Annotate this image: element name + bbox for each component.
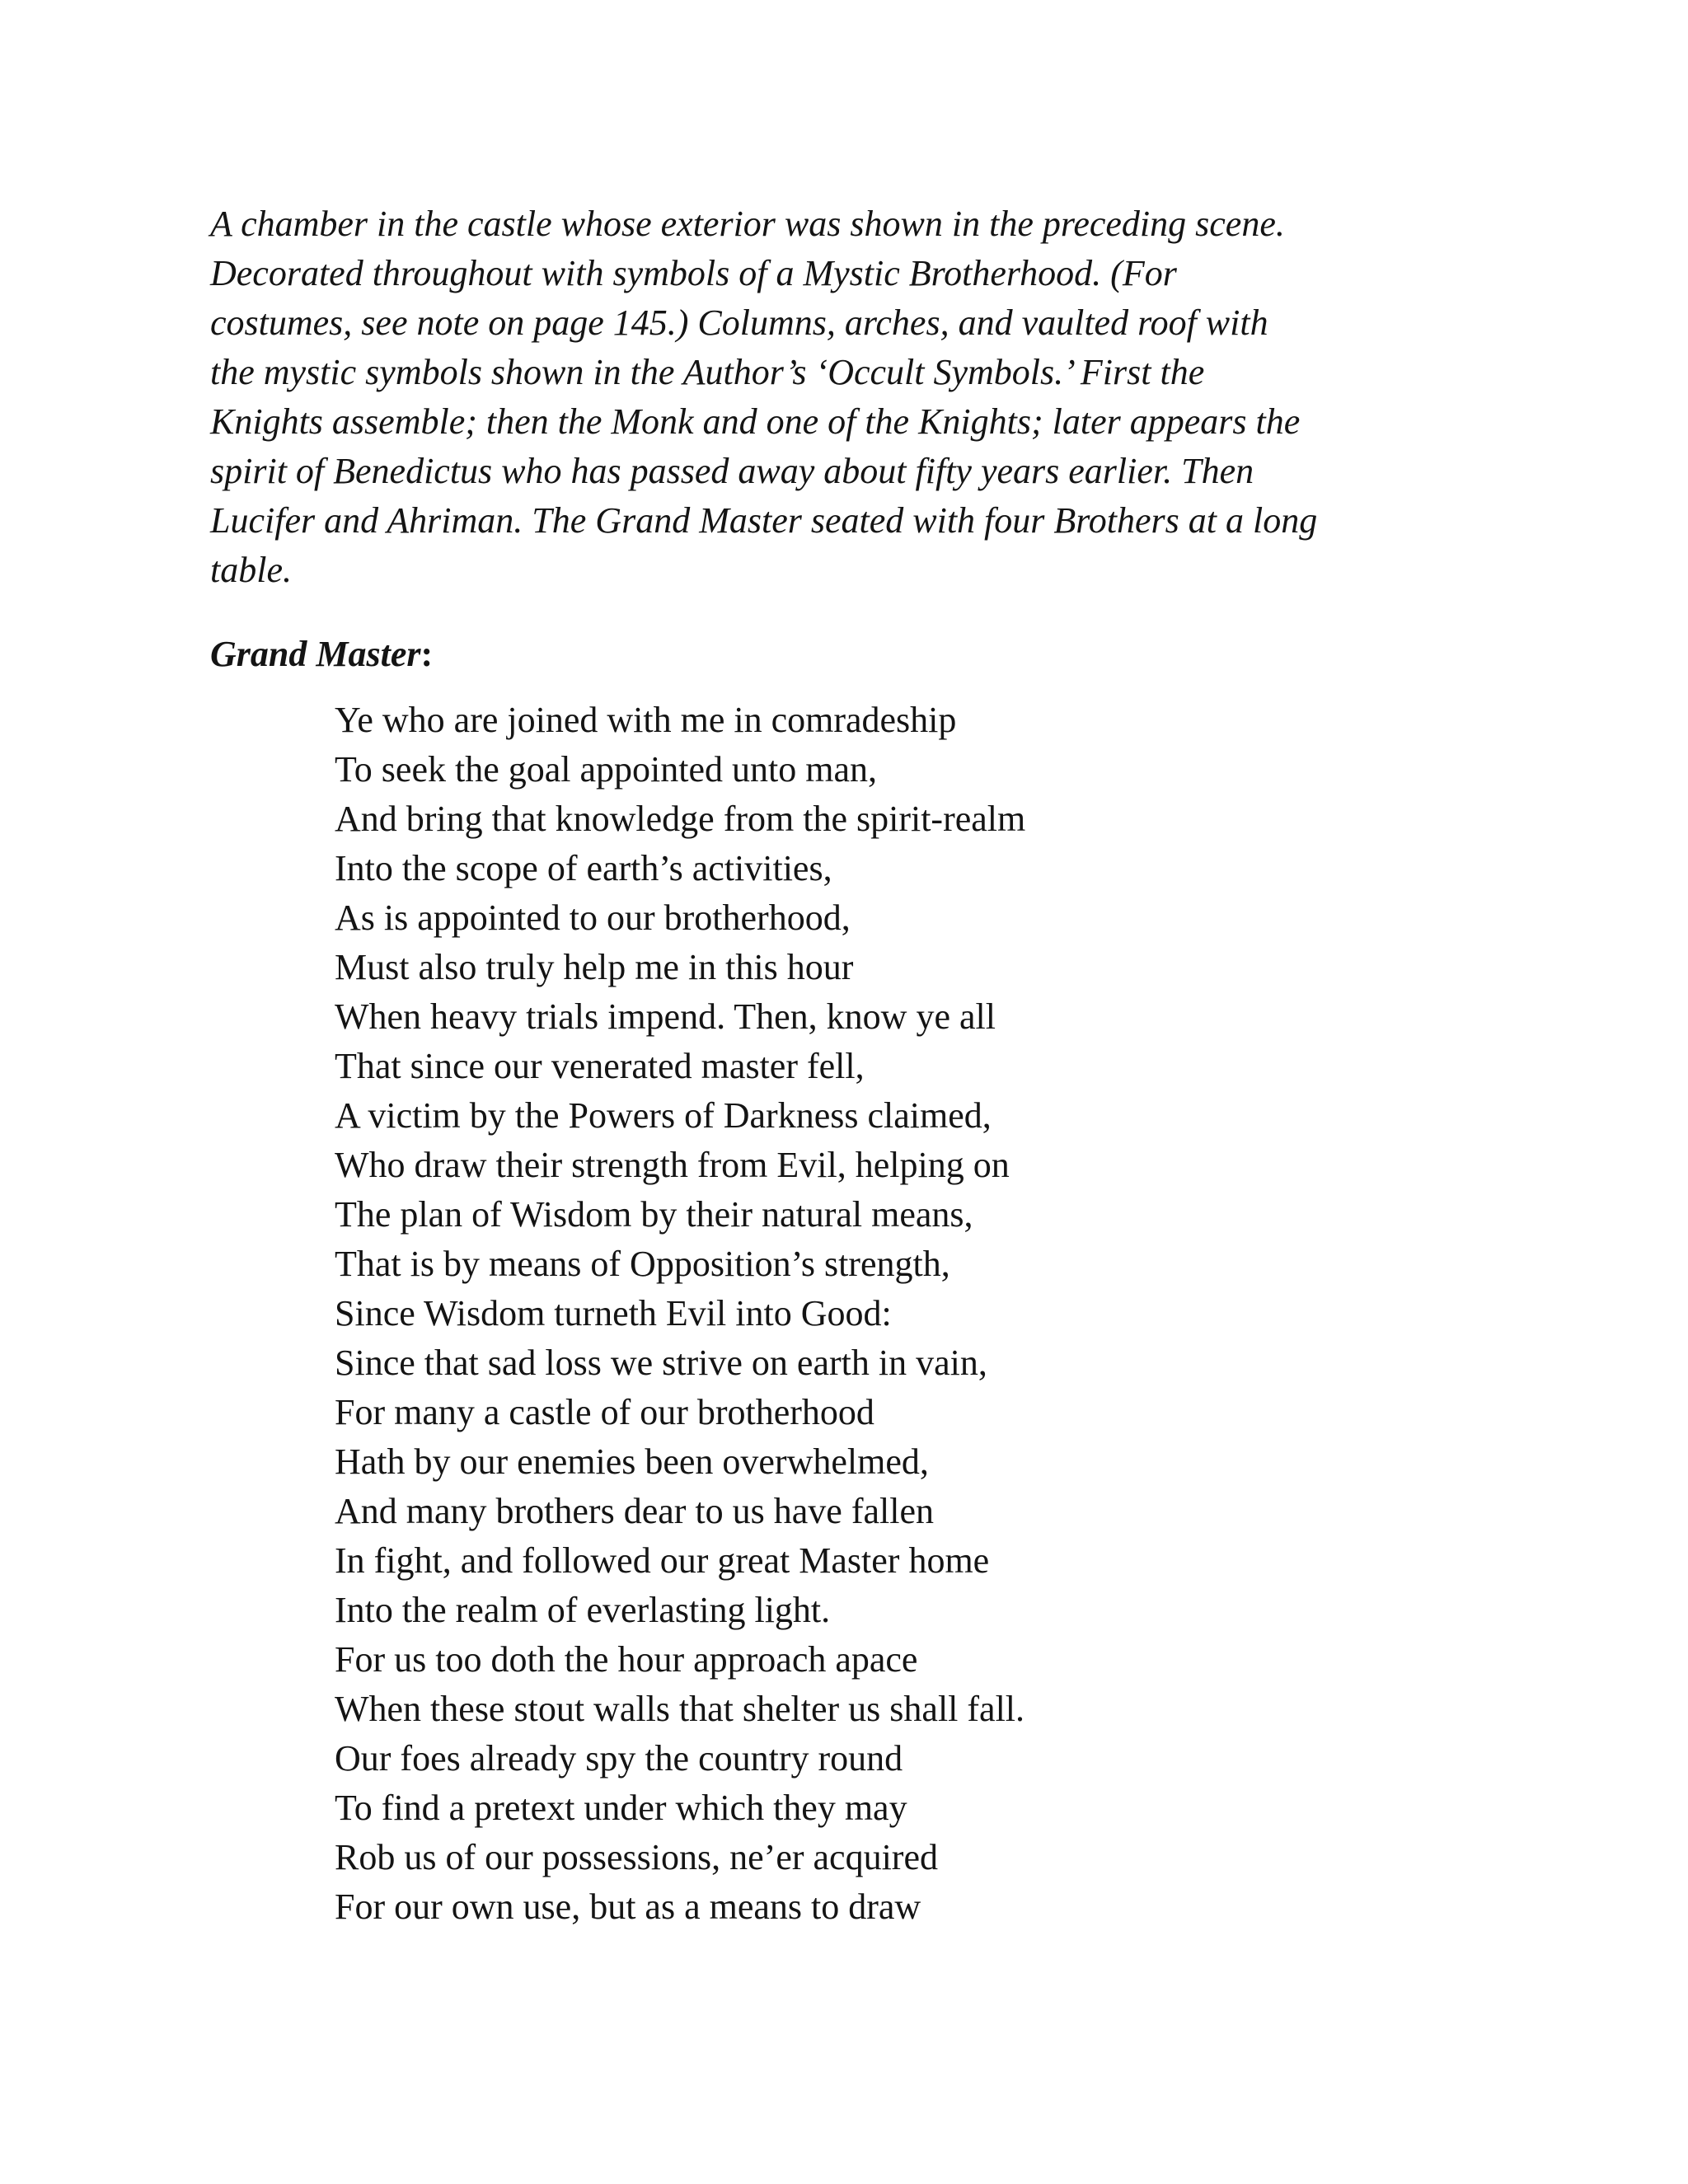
- speaker-colon: :: [420, 634, 434, 674]
- verse-line: That since our venerated master fell,: [335, 1046, 865, 1086]
- verse-block: [335, 696, 1025, 1932]
- verse-line: For our own use, but as a means to draw: [335, 1886, 921, 1927]
- verse-line: To seek the goal appointed unto man,: [335, 749, 877, 790]
- verse-line: Who draw their strength from Evil, helping on: [335, 1145, 1010, 1185]
- verse-line: Our foes already spy the country round: [335, 1738, 903, 1779]
- verse-line: Ye who are joined with me in comradeship: [335, 700, 957, 740]
- verse-line: And bring that knowledge from the spirit-realm: [335, 799, 1026, 839]
- stage-direction-line: A chamber in the castle whose exterior was shown in the preceding scene.: [210, 204, 1285, 244]
- verse-line: To find a pretext under which they may: [335, 1788, 907, 1828]
- speaker-heading: [210, 630, 433, 679]
- verse-line: Rob us of our possessions, ne’er acquired: [335, 1837, 938, 1877]
- stage-direction-line: table.: [210, 550, 292, 590]
- stage-direction-line: costumes, see note on page 145.) Columns, arches, and vaulted roof with: [210, 302, 1268, 343]
- verse-line: Since Wisdom turneth Evil into Good:: [335, 1293, 892, 1333]
- stage-direction-line: Knights assemble; then the Monk and one of the Knights; later appears the: [210, 401, 1301, 442]
- stage-direction-line: spirit of Benedictus who has passed away about fifty years earlier. Then: [210, 451, 1254, 491]
- verse-line: The plan of Wisdom by their natural means,: [335, 1194, 973, 1235]
- verse-line: For many a castle of our brotherhood: [335, 1392, 874, 1432]
- verse-line: Since that sad loss we strive on earth in vain,: [335, 1343, 987, 1383]
- verse-line: And many brothers dear to us have fallen: [335, 1491, 934, 1531]
- verse-line: Into the realm of everlasting light.: [335, 1590, 831, 1630]
- verse-line: A victim by the Powers of Darkness claimed,: [335, 1095, 992, 1136]
- verse-line: That is by means of Opposition’s strength,: [335, 1244, 950, 1284]
- stage-direction-line: the mystic symbols shown in the Author’s ‘Occult Symbols.’ First the: [210, 352, 1205, 392]
- verse-line: As is appointed to our brotherhood,: [335, 898, 851, 938]
- verse-line: When these stout walls that shelter us shall fall.: [335, 1689, 1025, 1729]
- verse-line: Hath by our enemies been overwhelmed,: [335, 1441, 929, 1482]
- speaker-name: Grand Master: [210, 634, 421, 674]
- stage-direction-line: Lucifer and Ahriman. The Grand Master seated with four Brothers at a long: [210, 500, 1318, 541]
- verse-line: Into the scope of earth’s activities,: [335, 848, 832, 888]
- verse-line: For us too doth the hour approach apace: [335, 1639, 918, 1680]
- stage-direction: [210, 199, 1496, 595]
- verse-line: When heavy trials impend. Then, know ye all: [335, 996, 996, 1037]
- verse-line: In fight, and followed our great Master home: [335, 1540, 990, 1581]
- verse-line: Must also truly help me in this hour: [335, 947, 854, 987]
- stage-direction-line: Decorated throughout with symbols of a Mystic Brotherhood. (For: [210, 253, 1177, 293]
